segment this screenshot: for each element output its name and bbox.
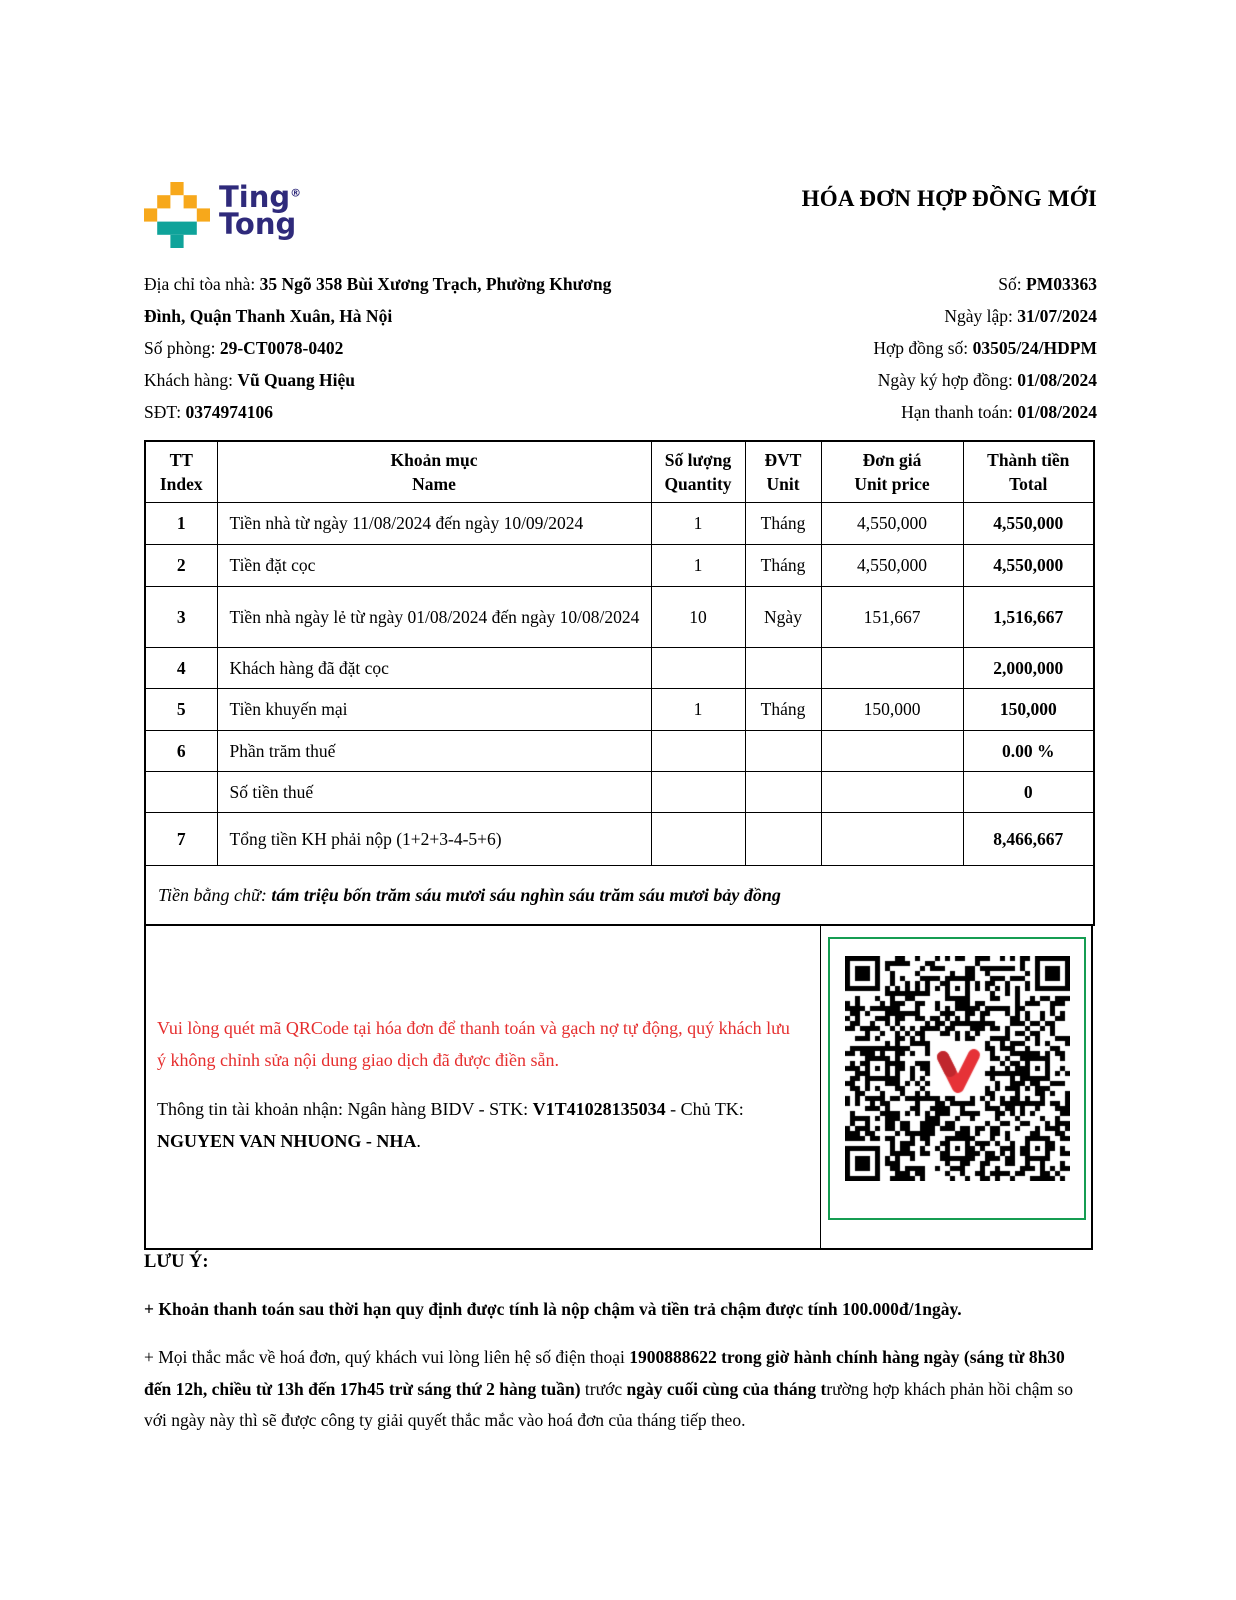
- cell-quantity: 1: [651, 545, 745, 587]
- table-header-row: [145, 441, 1094, 503]
- brand-wordmark: Ting® Tong: [219, 180, 302, 241]
- tingtong-logo-icon: [144, 182, 210, 248]
- cell-name: Tiền đặt cọc: [217, 545, 651, 587]
- invoice-number: Số: PM03363: [998, 274, 1097, 294]
- cell-unit-price: 150,000: [821, 689, 963, 731]
- cell-unit-price: [821, 772, 963, 813]
- payment-instructions: [146, 926, 821, 1248]
- col-header-quantity: Số lượng Quantity: [651, 441, 745, 503]
- cell-name: Tiền khuyến mại: [217, 689, 651, 731]
- receiving-account-info: Thông tin tài khoản nhận: Ngân hàng BIDV - STK: V1T41028135034 - Chủ TK: NGUYEN VAN NHUONG - NHA.: [157, 1099, 744, 1151]
- amount-in-words: Tiền bằng chữ: tám triệu bốn trăm sáu mươi sáu nghìn sáu trăm sáu mươi bảy đồng: [145, 866, 1094, 926]
- cell-quantity: [651, 772, 745, 813]
- cell-name: Phần trăm thuế: [217, 731, 651, 772]
- cell-index: [145, 772, 217, 813]
- vietqr-code: [845, 956, 1070, 1181]
- contract-sign-date: Ngày ký hợp đồng: 01/08/2024: [877, 370, 1097, 390]
- qr-frame: [828, 937, 1086, 1220]
- cell-index: 3: [145, 587, 217, 648]
- cell-unit: Tháng: [745, 503, 821, 545]
- issue-date: Ngày lập: 31/07/2024: [944, 306, 1097, 326]
- qr-cell: [821, 926, 1091, 1248]
- payment-section: [144, 924, 1093, 1250]
- contract-number: Hợp đồng số: 03505/24/HDPM: [873, 338, 1097, 358]
- cell-quantity: 1: [651, 689, 745, 731]
- contact-note: + Mọi thắc mắc về hoá đơn, quý khách vui lòng liên hệ số điện thoại 1900888622 trong giờ hành chính hàng ngày (sáng từ 8h30 đến 12h, chiều từ 13h đến 17h45 trừ sáng thứ 2 hàng tuần) trước ngày cuối cùng của tháng trường hợp khách phản hồi chậm so với ngày này thì sẽ được công ty giải quyết thắc mắc vào hoá đơn của tháng tiếp theo.: [144, 1347, 1074, 1430]
- qr-scan-warning: Vui lòng quét mã QRCode tại hóa đơn để thanh toán và gạch nợ tự động, quý khách lưu ý không chỉnh sửa nội dung giao dịch đã được điền sẵn.: [157, 1018, 790, 1070]
- cell-index: 7: [145, 813, 217, 866]
- table-row: [145, 545, 1094, 587]
- table-row: [145, 689, 1094, 731]
- cell-total: 0: [963, 772, 1094, 813]
- cell-name: Tổng tiền KH phải nộp (1+2+3-4-5+6): [217, 813, 651, 866]
- invoice-meta: [873, 268, 1097, 428]
- cell-quantity: [651, 731, 745, 772]
- col-header-name: Khoản mục Name: [217, 441, 651, 503]
- cell-unit: Tháng: [745, 545, 821, 587]
- cell-name: Khách hàng đã đặt cọc: [217, 648, 651, 689]
- customer-name: Khách hàng: Vũ Quang Hiệu: [144, 370, 355, 390]
- cell-quantity: 10: [651, 587, 745, 648]
- cell-unit: [745, 813, 821, 866]
- customer-phone: SĐT: 0374974106: [144, 402, 273, 422]
- cell-unit-price: 4,550,000: [821, 545, 963, 587]
- cell-total: 150,000: [963, 689, 1094, 731]
- cell-unit-price: [821, 813, 963, 866]
- cell-unit: [745, 648, 821, 689]
- cell-total: 4,550,000: [963, 545, 1094, 587]
- cell-unit: Ngày: [745, 587, 821, 648]
- table-row: [145, 587, 1094, 648]
- cell-index: 4: [145, 648, 217, 689]
- cell-unit: [745, 772, 821, 813]
- cell-name: Tiền nhà ngày lẻ từ ngày 01/08/2024 đến ngày 10/08/2024: [217, 587, 651, 648]
- table-row-grand-total: [145, 813, 1094, 866]
- payment-due-date: Hạn thanh toán: 01/08/2024: [901, 402, 1097, 422]
- cell-quantity: 1: [651, 503, 745, 545]
- invoice-table: [144, 440, 1095, 926]
- cell-total: 4,550,000: [963, 503, 1094, 545]
- col-header-index: TT Index: [145, 441, 217, 503]
- cell-quantity: [651, 813, 745, 866]
- cell-total: 0.00 %: [963, 731, 1094, 772]
- registered-mark: ®: [290, 186, 302, 200]
- table-row: [145, 731, 1094, 772]
- table-row: [145, 648, 1094, 689]
- amount-in-words-row: [145, 866, 1094, 926]
- cell-index: 5: [145, 689, 217, 731]
- building-info: [144, 268, 642, 428]
- cell-name: Số tiền thuế: [217, 772, 651, 813]
- cell-quantity: [651, 648, 745, 689]
- col-header-total: Thành tiền Total: [963, 441, 1094, 503]
- cell-index: 2: [145, 545, 217, 587]
- cell-total: 1,516,667: [963, 587, 1094, 648]
- cell-unit-price: [821, 648, 963, 689]
- cell-index: 6: [145, 731, 217, 772]
- col-header-unit-price: Đơn giá Unit price: [821, 441, 963, 503]
- cell-total: 8,466,667: [963, 813, 1094, 866]
- page-title: HÓA ĐƠN HỢP ĐỒNG MỚI: [801, 186, 1097, 211]
- cell-total: 2,000,000: [963, 648, 1094, 689]
- cell-index: 1: [145, 503, 217, 545]
- table-row: [145, 772, 1094, 813]
- cell-name: Tiền nhà từ ngày 11/08/2024 đến ngày 10/09/2024: [217, 503, 651, 545]
- room-number: Số phòng: 29-CT0078-0402: [144, 338, 344, 358]
- cell-unit-price: 4,550,000: [821, 503, 963, 545]
- tingtong-logo: [144, 176, 301, 248]
- cell-unit-price: 151,667: [821, 587, 963, 648]
- cell-unit-price: [821, 731, 963, 772]
- cell-unit: [745, 731, 821, 772]
- notes-section: [144, 1252, 1094, 1437]
- building-address: Địa chỉ tòa nhà: 35 Ngõ 358 Bùi Xương Trạch, Phường Khương Đình, Quận Thanh Xuân, Hà Nội: [144, 274, 612, 326]
- notes-title: LƯU Ý:: [144, 1252, 209, 1272]
- col-header-unit: ĐVT Unit: [745, 441, 821, 503]
- cell-unit: Tháng: [745, 689, 821, 731]
- late-payment-note: + Khoản thanh toán sau thời hạn quy định được tính là nộp chậm và tiền trả chậm được tính 100.000đ/1ngày.: [144, 1299, 962, 1319]
- table-row: [145, 503, 1094, 545]
